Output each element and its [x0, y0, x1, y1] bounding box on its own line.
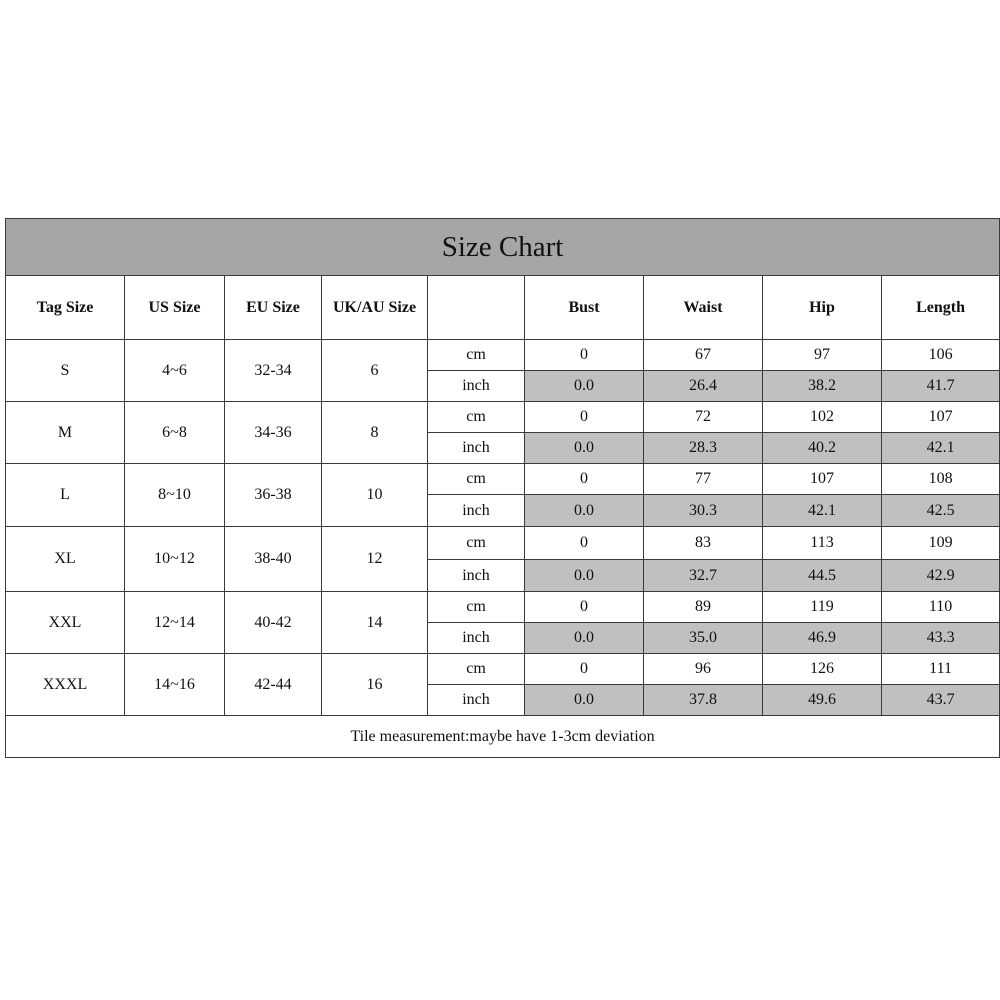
size-row-cm	[6, 340, 1000, 371]
uk-au-size-cell: 12	[322, 527, 428, 592]
hip-value: 44.5	[763, 560, 882, 592]
waist-value: 67	[644, 340, 763, 371]
length-value: 106	[882, 340, 1000, 371]
length-value: 43.7	[882, 685, 1000, 716]
tag-size-cell: XXXL	[6, 654, 125, 716]
uk-au-size-cell: 16	[322, 654, 428, 716]
hip-value: 113	[763, 527, 882, 560]
hip-value: 126	[763, 654, 882, 685]
bust-value: 0.0	[525, 433, 644, 464]
tag-size-cell: XXL	[6, 592, 125, 654]
length-value: 42.5	[882, 495, 1000, 527]
hip-value: 46.9	[763, 623, 882, 654]
header-eu-size: EU Size	[225, 276, 322, 340]
waist-value: 77	[644, 464, 763, 495]
hip-value: 97	[763, 340, 882, 371]
hip-value: 40.2	[763, 433, 882, 464]
hip-value: 102	[763, 402, 882, 433]
tag-size-cell: S	[6, 340, 125, 402]
size-row-cm	[6, 464, 1000, 495]
size-row-cm	[6, 654, 1000, 685]
bust-value: 0	[525, 592, 644, 623]
length-value: 108	[882, 464, 1000, 495]
header-uk-au-size: UK/AU Size	[322, 276, 428, 340]
length-value: 110	[882, 592, 1000, 623]
header-tag-size: Tag Size	[6, 276, 125, 340]
tag-size-cell: M	[6, 402, 125, 464]
waist-value: 26.4	[644, 371, 763, 402]
eu-size-cell: 34-36	[225, 402, 322, 464]
uk-au-size-cell: 6	[322, 340, 428, 402]
waist-value: 32.7	[644, 560, 763, 592]
unit-label: cm	[428, 402, 525, 433]
size-row-cm	[6, 592, 1000, 623]
unit-label: inch	[428, 495, 525, 527]
hip-value: 107	[763, 464, 882, 495]
waist-value: 83	[644, 527, 763, 560]
unit-label: inch	[428, 560, 525, 592]
length-value: 111	[882, 654, 1000, 685]
hip-value: 42.1	[763, 495, 882, 527]
uk-au-size-cell: 10	[322, 464, 428, 527]
us-size-cell: 4~6	[125, 340, 225, 402]
length-value: 41.7	[882, 371, 1000, 402]
waist-value: 28.3	[644, 433, 763, 464]
unit-label: inch	[428, 623, 525, 654]
eu-size-cell: 40-42	[225, 592, 322, 654]
unit-label: inch	[428, 433, 525, 464]
us-size-cell: 10~12	[125, 527, 225, 592]
unit-label: cm	[428, 464, 525, 495]
header-us-size: US Size	[125, 276, 225, 340]
header-bust: Bust	[525, 276, 644, 340]
header-length: Length	[882, 276, 1000, 340]
bust-value: 0.0	[525, 685, 644, 716]
length-value: 107	[882, 402, 1000, 433]
bust-value: 0	[525, 464, 644, 495]
bust-value: 0	[525, 527, 644, 560]
bust-value: 0	[525, 654, 644, 685]
header-row	[6, 276, 1000, 340]
length-value: 42.9	[882, 560, 1000, 592]
size-row-cm	[6, 402, 1000, 433]
size-chart-table	[5, 218, 1000, 758]
deviation-note: Tile measurement:maybe have 1-3cm deviation	[6, 716, 1000, 758]
eu-size-cell: 36-38	[225, 464, 322, 527]
length-value: 43.3	[882, 623, 1000, 654]
bust-value: 0	[525, 402, 644, 433]
eu-size-cell: 38-40	[225, 527, 322, 592]
bust-value: 0.0	[525, 371, 644, 402]
unit-label: cm	[428, 340, 525, 371]
size-row-cm	[6, 527, 1000, 560]
us-size-cell: 12~14	[125, 592, 225, 654]
uk-au-size-cell: 8	[322, 402, 428, 464]
length-value: 42.1	[882, 433, 1000, 464]
waist-value: 35.0	[644, 623, 763, 654]
unit-label: inch	[428, 685, 525, 716]
bust-value: 0.0	[525, 495, 644, 527]
bust-value: 0.0	[525, 560, 644, 592]
bust-value: 0.0	[525, 623, 644, 654]
eu-size-cell: 32-34	[225, 340, 322, 402]
unit-label: cm	[428, 654, 525, 685]
header-unit	[428, 276, 525, 340]
tag-size-cell: L	[6, 464, 125, 527]
eu-size-cell: 42-44	[225, 654, 322, 716]
unit-label: cm	[428, 592, 525, 623]
waist-value: 30.3	[644, 495, 763, 527]
us-size-cell: 8~10	[125, 464, 225, 527]
chart-title: Size Chart	[6, 219, 1000, 276]
waist-value: 37.8	[644, 685, 763, 716]
header-waist: Waist	[644, 276, 763, 340]
header-hip: Hip	[763, 276, 882, 340]
hip-value: 49.6	[763, 685, 882, 716]
us-size-cell: 6~8	[125, 402, 225, 464]
tag-size-cell: XL	[6, 527, 125, 592]
us-size-cell: 14~16	[125, 654, 225, 716]
hip-value: 38.2	[763, 371, 882, 402]
waist-value: 96	[644, 654, 763, 685]
bust-value: 0	[525, 340, 644, 371]
unit-label: inch	[428, 371, 525, 402]
waist-value: 89	[644, 592, 763, 623]
length-value: 109	[882, 527, 1000, 560]
uk-au-size-cell: 14	[322, 592, 428, 654]
unit-label: cm	[428, 527, 525, 560]
hip-value: 119	[763, 592, 882, 623]
waist-value: 72	[644, 402, 763, 433]
